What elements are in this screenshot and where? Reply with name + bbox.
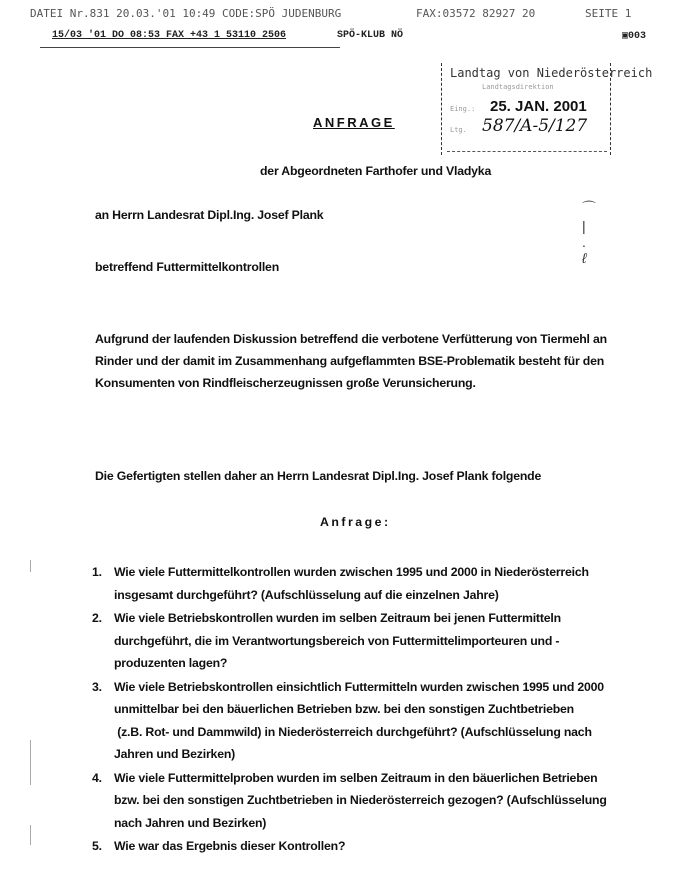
margin-mark [30, 560, 31, 572]
lead-sentence: Die Gefertigten stellen daher an Herrn Landesrat Dipl.Ing. Josef Plank folgende [95, 469, 542, 483]
question-3: 3. Wie viele Betriebskontrollen einsichtlich Futtermitteln wurden zwischen 1995 und 2000 unmittelbar bei den bäuerlichen Betrieben bzw. bei den sonstigen Zuchtbetrieben (z.B. Rot- und Dammwild) in Niederösterreich durchgeführt? (Aufschlüsselung nach Jahren und Bezirken) [92, 679, 604, 761]
divider [40, 47, 340, 48]
margin-mark [30, 825, 31, 845]
stamp-number: 587/A-5/127 [482, 116, 588, 136]
question-list [92, 561, 652, 859]
stamp-institution: Landtag von Niederösterreich [450, 66, 653, 80]
recipient: an Herrn Landesrat Dipl.Ing. Josef Plank [95, 208, 324, 222]
authors: der Abgeordneten Farthofer und Vladyka [260, 164, 492, 178]
margin-mark [30, 740, 31, 785]
document-title: ANFRAGE [313, 115, 395, 130]
receipt-stamp [441, 63, 653, 155]
stamp-number-label: Ltg. [450, 126, 467, 134]
intro-line-1: Aufgrund der laufenden Diskussion betreffend die verbotene Verfütterung von Tiermehl an [95, 332, 607, 346]
fax-sender: SPÖ-KLUB NÖ [337, 30, 404, 41]
question-5: 5. Wie war das Ergebnis dieser Kontrollen? [92, 839, 346, 853]
subheading: Anfrage: [320, 515, 391, 529]
fax-header-line1: DATEI Nr.831 20.03.'01 10:49 CODE:SPÖ JUDENBURG [30, 7, 342, 20]
stamp-subtitle: Landtagsdirektion [482, 83, 554, 91]
subject: betreffend Futtermittelkontrollen [95, 260, 280, 274]
question-1: 1. Wie viele Futtermittelkontrollen wurden zwischen 1995 und 2000 in Niederösterreich insgesamt durchgeführt? (Aufschlüsselung auf die einzelnen Jahre) [92, 565, 589, 602]
question-2: 2. Wie viele Betriebskontrollen wurden im selben Zeitraum bei jenen Futtermitteln durchgeführt, die im Verantwortungsbereich von Futtermittelimporteuren und - produzenten lagen? [92, 611, 561, 670]
fax-header-line2: 15/03 '01 DO 08:53 FAX +43 1 53110 2506 [52, 30, 287, 41]
fax-icon: ▣ [622, 31, 629, 42]
intro-line-2: Rinder und der damit im Zusammenhang aufgeflammten BSE-Problematik besteht für den [95, 354, 605, 368]
stamp-bottom-line [447, 151, 607, 152]
stamp-date-label: Eing.: [450, 105, 476, 113]
page-number: SEITE 1 [585, 7, 632, 20]
fax-number: FAX:03572 82927 20 [416, 7, 536, 20]
question-4: 4. Wie viele Futtermittelproben wurden im selben Zeitraum in den bäuerlichen Betrieben bzw. bei den sonstigen Zuchtbetrieben in Niederösterreich gezogen? (Aufschlüsselung nach Jahren und Bezirken) [92, 770, 607, 830]
handwritten-mark: ⌒ | . ℓ [582, 200, 596, 266]
intro-line-3: Konsumenten von Rindfleischerzeugnissen große Verunsicherung. [95, 376, 476, 390]
stamp-date: 25. JAN. 2001 [490, 98, 587, 115]
fax-page-count: ▣003 [622, 31, 647, 42]
